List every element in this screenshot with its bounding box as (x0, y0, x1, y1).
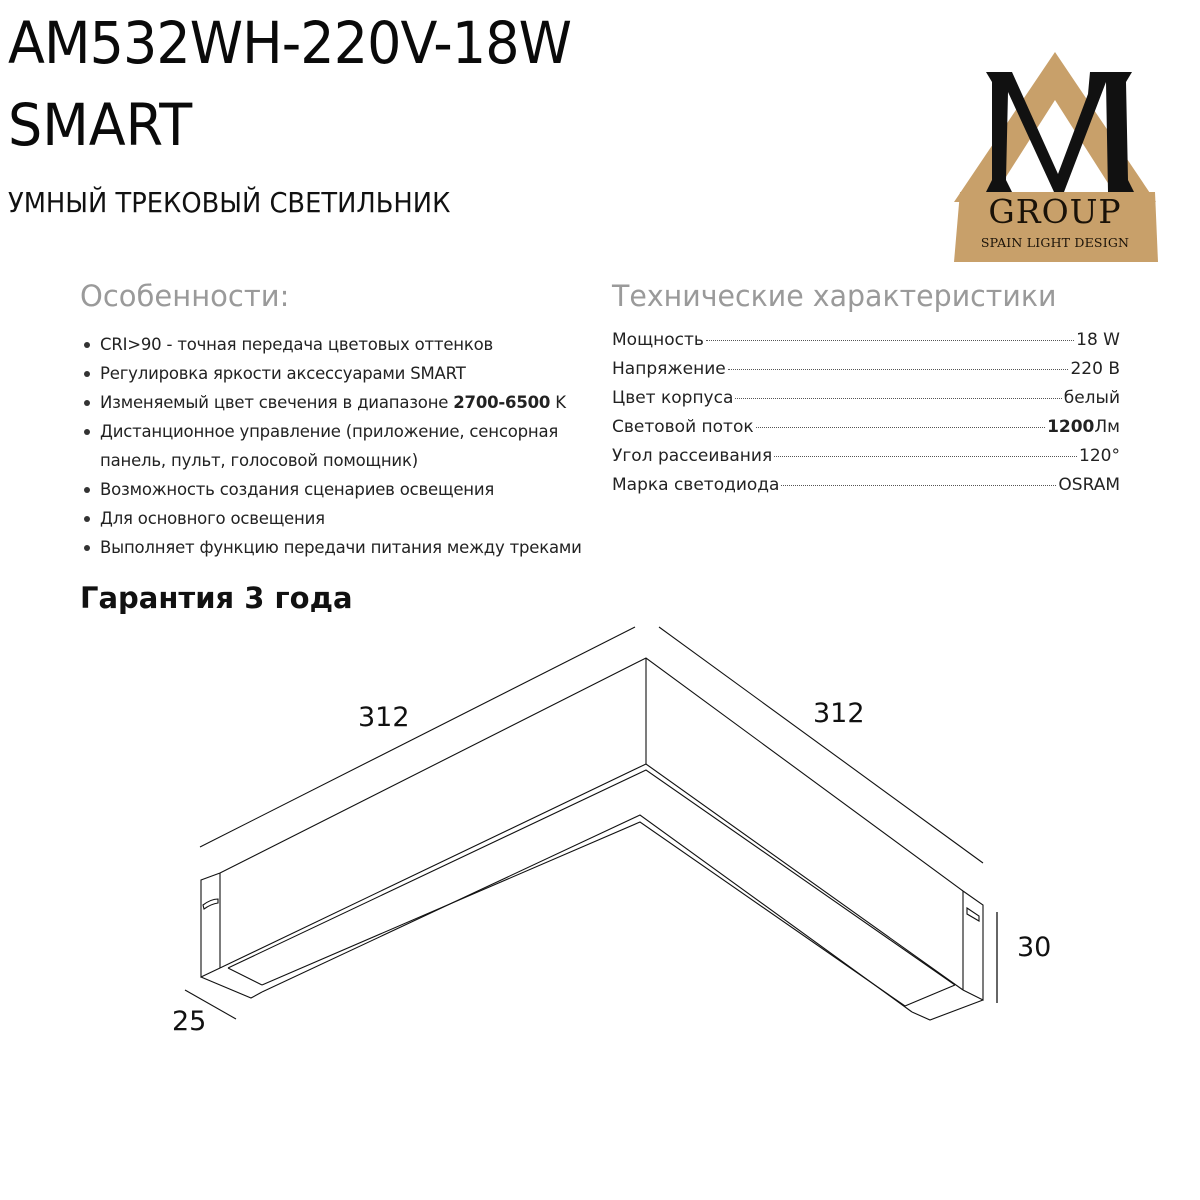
model-title: AM532WH-220V-18W (8, 9, 572, 77)
feature-item: Возможность создания сценариев освещения (80, 475, 610, 504)
feature-item: Выполняет функцию передачи питания между треками (80, 533, 610, 562)
dimension-length-right: 312 (813, 698, 865, 729)
top-edge (220, 658, 963, 891)
spec-value: 220 В (1070, 359, 1120, 379)
spec-label: Угол рассеивания (612, 446, 773, 466)
spec-row-voltage (612, 359, 1120, 388)
dim-line-left-length (200, 627, 635, 847)
product-type: УМНЫЙ ТРЕКОВЫЙ СВЕТИЛЬНИК (8, 186, 451, 219)
color-temp-range: 2700-6500 (453, 393, 551, 412)
spec-value: белый (1063, 388, 1120, 408)
leader-dots (756, 427, 1045, 428)
spec-value-unit: Лм (1094, 417, 1120, 437)
spec-label: Цвет корпуса (612, 388, 734, 408)
leader-dots (728, 369, 1069, 370)
spec-value: OSRAM (1058, 475, 1120, 495)
leader-dots (781, 485, 1056, 486)
spec-label: Световой поток (612, 417, 754, 437)
spec-value: 120° (1079, 446, 1120, 466)
feature-item: Дистанционное управление (приложение, сенсорная (80, 417, 610, 446)
spec-value: 18 W (1076, 330, 1120, 350)
spec-row-luminous-flux (612, 417, 1120, 446)
spec-row-power (612, 330, 1120, 359)
spec-row-body-color (612, 388, 1120, 417)
logo-tagline: SPAIN LIGHT DESIGN (980, 235, 1130, 250)
leader-dots (706, 340, 1074, 341)
model-series: SMART (8, 91, 193, 159)
logo-group-text: GROUP (988, 192, 1122, 231)
spec-row-led-brand (612, 475, 1120, 504)
spec-label: Мощность (612, 330, 704, 350)
feature-item-continuation: панель, пульт, голосовой помощник) (100, 451, 418, 470)
brand-logo (950, 52, 1160, 262)
spec-label: Марка светодиода (612, 475, 780, 495)
dimension-width: 25 (172, 1006, 207, 1037)
dimension-height: 30 (1017, 932, 1052, 963)
specs-heading: Технические характеристики (612, 279, 1057, 313)
features-heading: Особенности: (80, 279, 290, 313)
dim-line-right-length (659, 627, 983, 863)
spec-value-number: 1200 (1047, 417, 1095, 437)
spec-row-beam-angle (612, 446, 1120, 475)
leader-dots (735, 398, 1061, 399)
leader-dots (774, 456, 1077, 457)
feature-item: Для основного освещения (80, 504, 610, 533)
spec-label: Напряжение (612, 359, 726, 379)
warranty-label: Гарантия 3 года (80, 581, 353, 615)
dimension-length-left: 312 (358, 702, 410, 733)
feature-item: CRI>90 - точная передача цветовых оттенков (80, 330, 610, 359)
specs-table (612, 330, 1120, 504)
features-list (80, 330, 610, 562)
feature-item: Изменяемый цвет свечения в диапазоне 2700-6500 K (80, 388, 610, 417)
feature-item: Регулировка яркости аксессуарами SMART (80, 359, 610, 388)
